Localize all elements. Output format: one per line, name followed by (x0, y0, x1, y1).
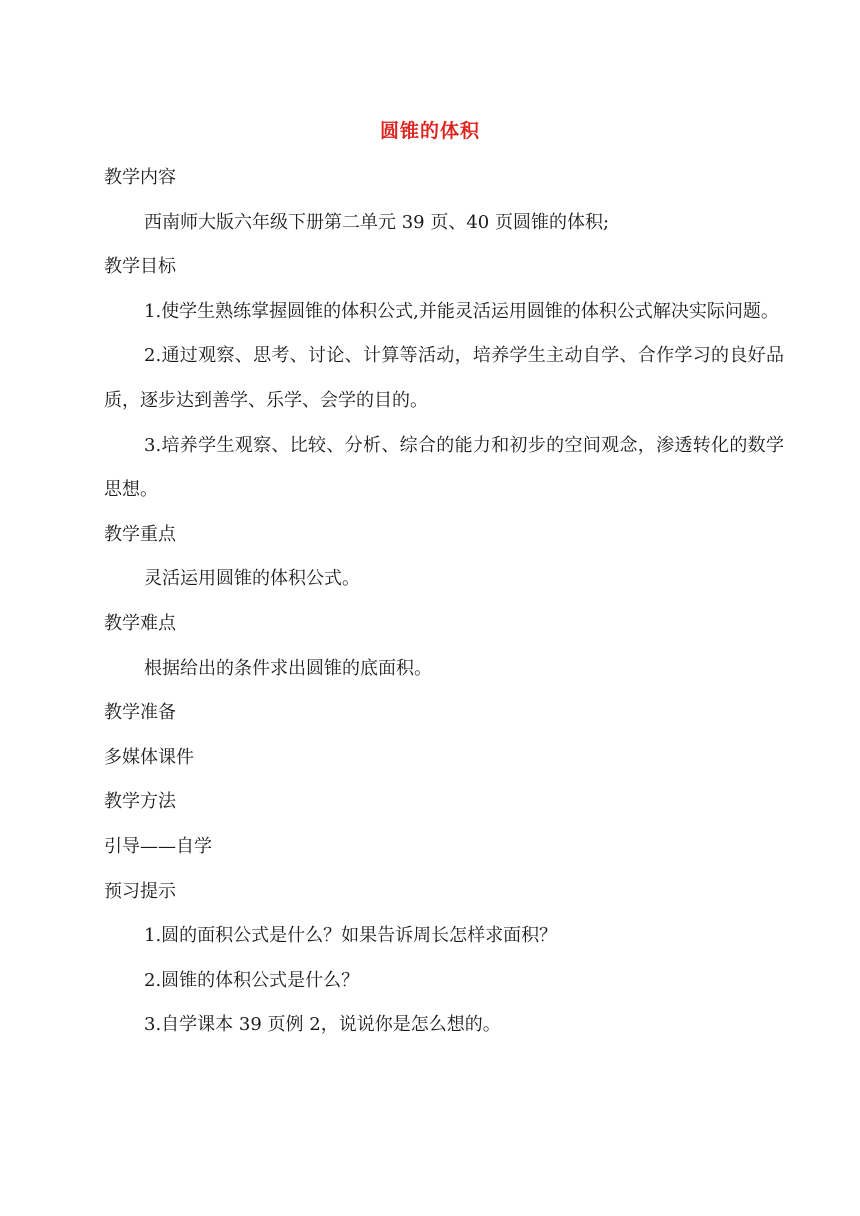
section-heading-objectives: 教学目标 (104, 256, 176, 278)
paragraph: 2.通过观察、思考、讨论、计算等活动，培养学生主动自学、合作学习的良好品质，逐步达到善学、乐学、会学的目的。 (104, 345, 784, 411)
section-heading-preview: 预习提示 (104, 880, 176, 902)
section-heading-content: 教学内容 (104, 167, 176, 188)
paragraph: 3.培养学生观察、比较、分析、综合的能力和初步的空间观念，渗透转化的数学思想。 (104, 434, 784, 501)
document-title: 圆锥的体积 (379, 120, 480, 142)
plain-line: 多媒体课件 (104, 746, 194, 768)
document-body (104, 156, 784, 1048)
section-heading-method: 教学方法 (104, 791, 176, 813)
paragraph: 2.圆锥的体积公式是什么？ (144, 969, 360, 991)
section-heading-key-points: 教学重点 (104, 523, 176, 545)
paragraph: 1.圆的面积公式是什么？如果告诉周长怎样求面积？ (144, 925, 558, 947)
paragraph: 3.自学课本 39 页例 2，说说你是怎么想的。 (144, 1014, 501, 1036)
paragraph: 根据给出的条件求出圆锥的底面积。 (144, 657, 432, 679)
paragraph: 灵活运用圆锥的体积公式。 (144, 568, 360, 590)
section-heading-preparation: 教学准备 (104, 702, 176, 724)
plain-line: 引导——自学 (104, 835, 212, 857)
paragraph: 1.使学生熟练掌握圆锥的体积公式,并能灵活运用圆锥的体积公式解决实际问题。 (144, 300, 779, 322)
paragraph: 西南师大版六年级下册第二单元 39 页、40 页圆锥的体积; (144, 211, 610, 233)
section-heading-difficulties: 教学难点 (104, 612, 176, 634)
